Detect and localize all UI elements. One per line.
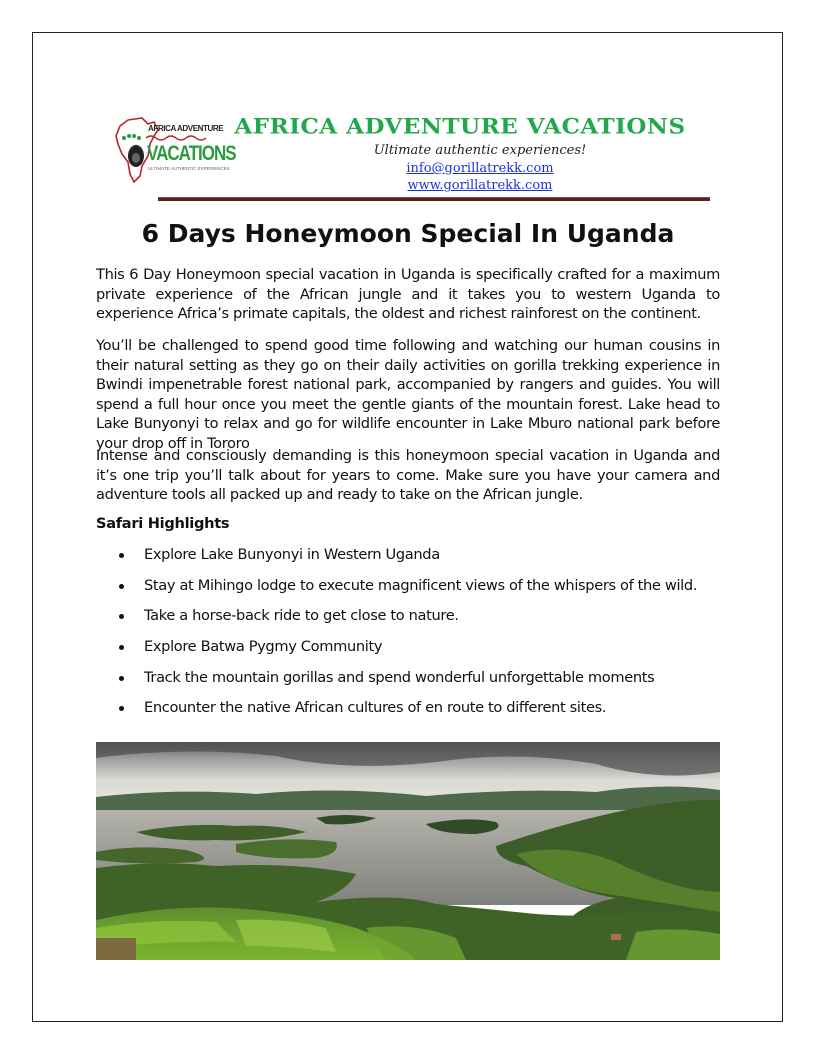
intro-paragraph: This 6 Day Honeymoon special vacation in Uganda is specifically crafted for a maximum private experience of the African jungle and it takes you to western Uganda to experience Africa’s primate capitals, the oldest and richest rainforest on the continent. bbox=[96, 266, 720, 323]
logo-line3: ULTIMATE AUTHENTIC EXPERIENCES bbox=[148, 166, 230, 171]
highlight-item bbox=[116, 545, 716, 576]
landscape-illustration bbox=[96, 742, 720, 960]
closing-paragraph: Intense and consciously demanding is this honeymoon special vacation in Uganda and it’s one trip you’ll talk about for years to come. Make sure you have your camera and adventure tools all packed up and ready to take on the African jungle. bbox=[96, 447, 720, 504]
highlight-text: Track the mountain gorillas and spend wonderful unforgettable moments bbox=[144, 668, 655, 686]
bullet-icon bbox=[119, 676, 124, 681]
bullet-icon bbox=[119, 645, 124, 650]
brand-title: AFRICA ADVENTURE VACATIONS bbox=[234, 113, 686, 140]
highlights-list bbox=[116, 545, 716, 729]
logo-line2: VACATIONS bbox=[147, 141, 236, 165]
highlight-item bbox=[116, 637, 716, 668]
tagline: Ultimate authentic experiences! bbox=[373, 143, 587, 158]
document-title: 6 Days Honeymoon Special In Uganda bbox=[141, 219, 675, 248]
highlight-item bbox=[116, 698, 716, 729]
highlight-text: Stay at Mihingo lodge to execute magnificent views of the whispers of the wild. bbox=[144, 576, 698, 594]
highlight-text: Explore Batwa Pygmy Community bbox=[144, 638, 383, 656]
logo-line1: AFRICA ADVENTURE bbox=[148, 124, 224, 133]
highlight-item bbox=[116, 668, 716, 699]
highlight-item bbox=[116, 576, 716, 607]
highlight-item bbox=[116, 606, 716, 637]
website-link[interactable]: www.gorillatrekk.com bbox=[407, 178, 553, 193]
bullet-icon bbox=[119, 706, 124, 711]
bullet-icon bbox=[119, 553, 124, 558]
company-logo bbox=[114, 114, 236, 186]
highlight-text: Explore Lake Bunyonyi in Western Uganda bbox=[144, 546, 440, 563]
gorilla-trekking-paragraph: You’ll be challenged to spend good time following and watching our human cousins in their natural setting as they go on their daily activities on gorilla trekking experience in Bwindi impenetrable forest national park, accompanied by rangers and guides. You will spend a full hour once you meet the gentle giants of the mountain forest. Lake head to Lake Bunyonyi to relax and go for wildlife encounter in Lake Mburo national park before your drop off in Tororo bbox=[96, 337, 720, 452]
bullet-icon bbox=[119, 614, 124, 619]
email-link[interactable]: info@gorillatrekk.com bbox=[406, 161, 554, 176]
highlight-text: Take a horse-back ride to get close to nature. bbox=[144, 607, 459, 625]
lake-bunyonyi-photo bbox=[96, 742, 720, 960]
bullet-icon bbox=[119, 584, 124, 589]
highlights-heading: Safari Highlights bbox=[96, 515, 230, 532]
highlight-text: Encounter the native African cultures of en route to different sites. bbox=[144, 699, 607, 717]
header-divider bbox=[158, 197, 710, 201]
